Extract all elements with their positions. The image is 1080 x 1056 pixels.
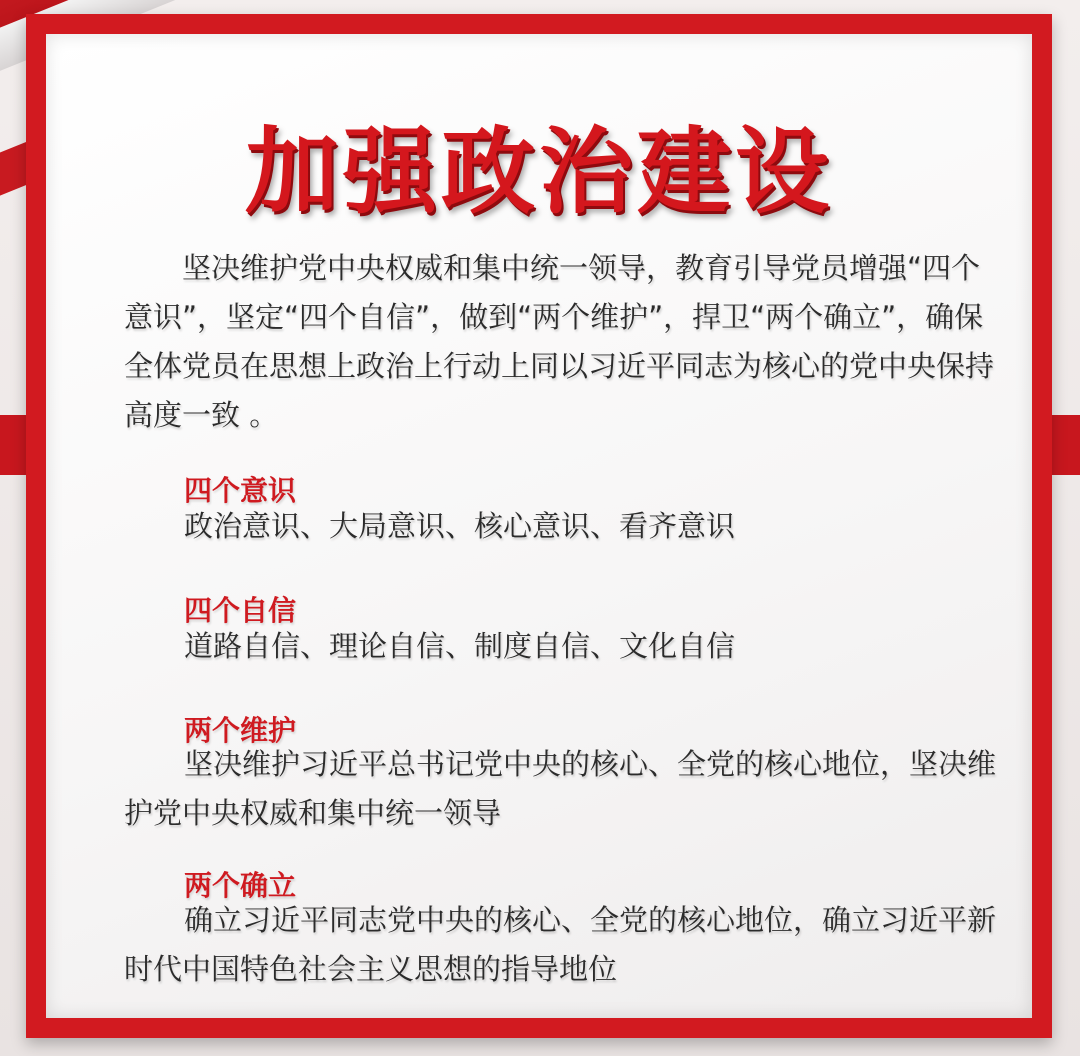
intro-paragraph: 坚决维护党中央权威和集中统一领导，教育引导党员增强“四个意识”，坚定“四个自信”，做到“两个维护”，捍卫“两个确立”，确保全体党员在思想上政治上行动上同以习近平同志为核心的党中央保持高度一致 。 xyxy=(124,251,995,432)
section-heading-four-confidences: 四个自信 xyxy=(184,594,297,627)
section-text-four-confidences: 道路自信、理论自信、制度自信、文化自信 xyxy=(184,629,736,663)
wall-red-band-right xyxy=(1050,415,1080,475)
section-heading-four-consciousness: 四个意识 xyxy=(184,474,297,507)
section-text-two-safeguards: 坚决维护习近平总书记党中央的核心、全党的核心地位，坚决维护党中央权威和集中统一领导 xyxy=(124,747,997,830)
section-heading-two-establishments: 两个确立 xyxy=(184,869,297,902)
display-board xyxy=(26,14,1052,1038)
board-title: 加强政治建设 xyxy=(244,118,833,227)
section-text-four-consciousness: 政治意识、大局意识、核心意识、看齐意识 xyxy=(184,509,736,543)
section-text-two-establishments: 确立习近平同志党中央的核心、全党的核心地位，确立习近平新时代中国特色社会主义思想的指导地位 xyxy=(124,903,997,986)
board-panel xyxy=(46,34,1032,1018)
section-heading-two-safeguards: 两个维护 xyxy=(184,714,297,747)
